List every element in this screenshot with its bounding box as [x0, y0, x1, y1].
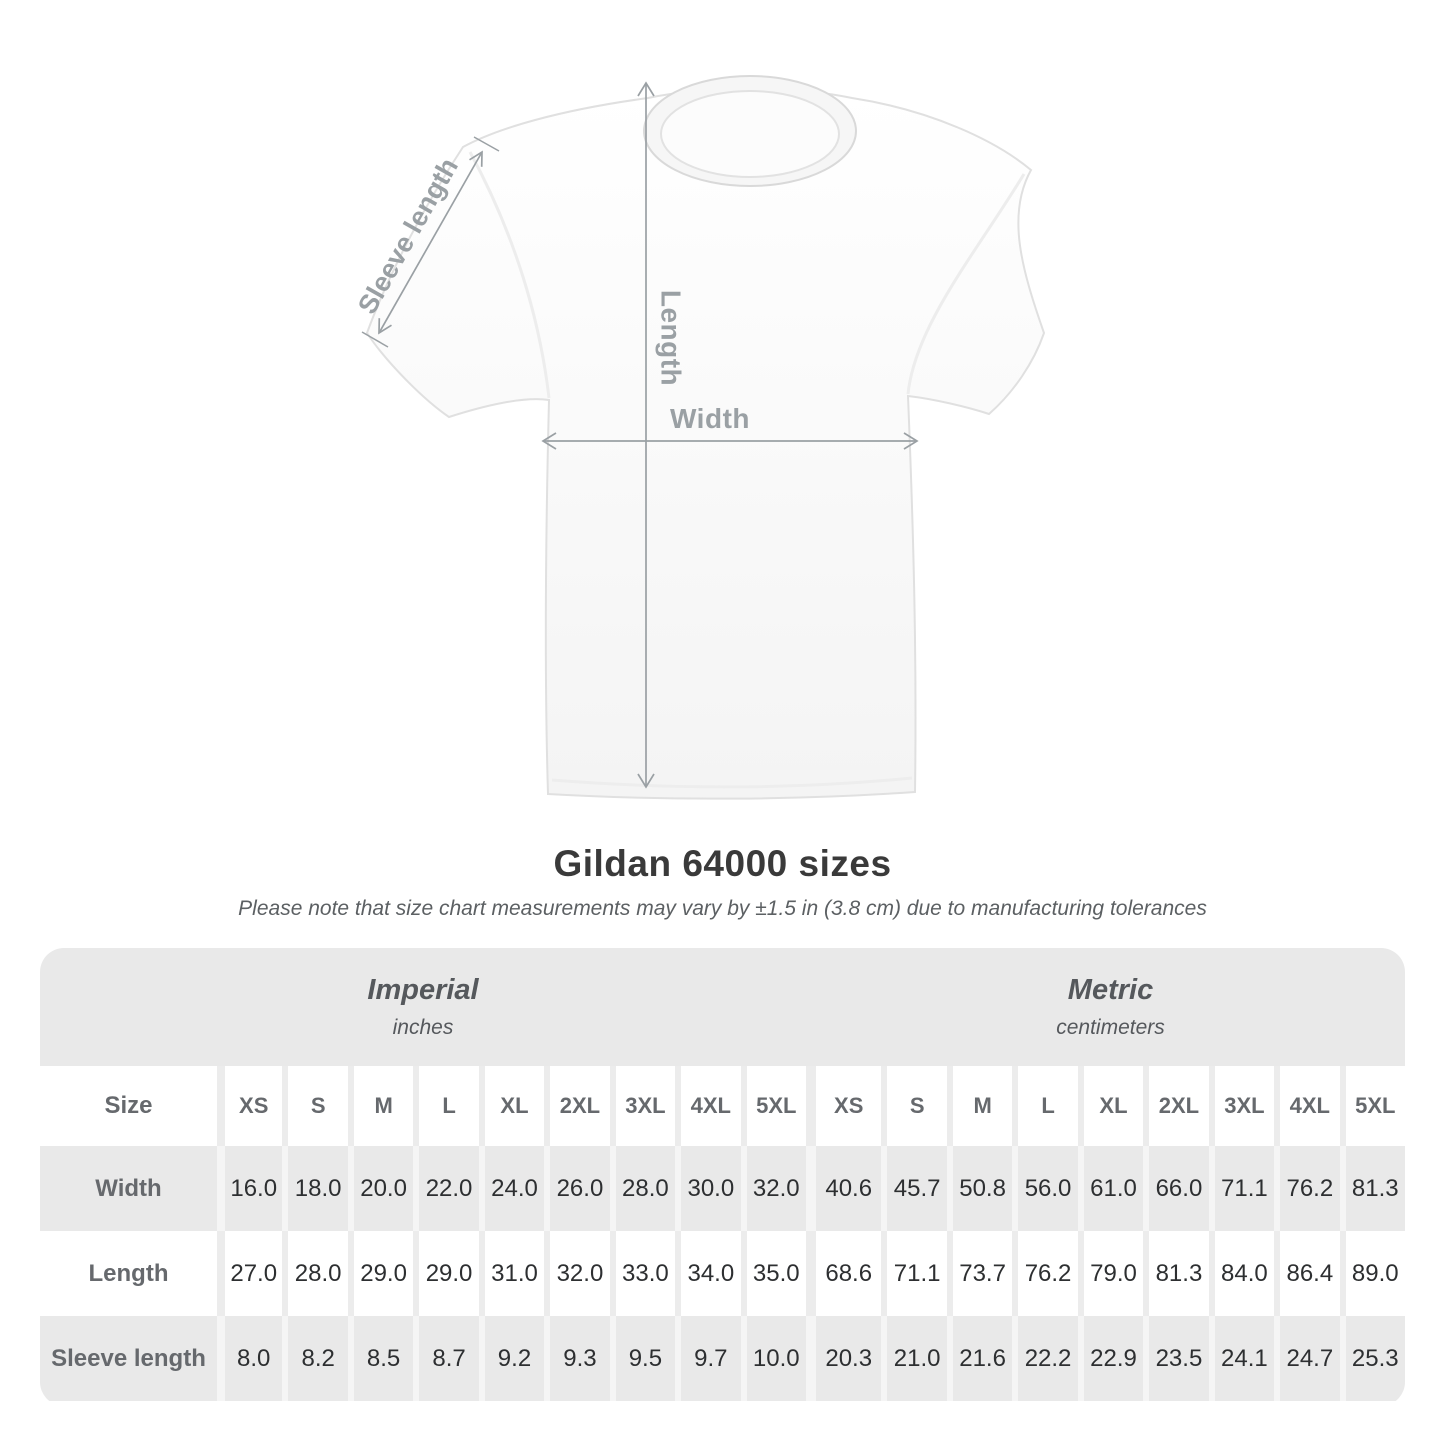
value-cell: 34.0 — [675, 1231, 740, 1316]
value-cell: 56.0 — [1012, 1146, 1077, 1231]
value-cell: 35.0 — [741, 1231, 806, 1316]
size-col-header: 2XL — [544, 1066, 609, 1146]
value-cell: 40.6 — [825, 1174, 873, 1202]
value-cell: 18.0 — [282, 1146, 347, 1231]
value-cell: 21.0 — [881, 1316, 946, 1401]
value-cell: 29.0 — [348, 1231, 413, 1316]
size-col-header: 5XL — [1340, 1066, 1405, 1146]
value-cell: 68.6 — [825, 1259, 873, 1287]
size-col-header: XS — [834, 1093, 864, 1118]
row-label: Width — [95, 1174, 162, 1202]
value-cell: 45.7 — [881, 1146, 946, 1231]
value-cell: 8.7 — [413, 1316, 478, 1401]
value-cell: 79.0 — [1078, 1231, 1143, 1316]
sleeve-length-label: Sleeve length — [351, 152, 465, 320]
size-col-header: XS — [217, 1066, 282, 1146]
imperial-metric-divider — [806, 1146, 816, 1231]
value-cell: 81.3 — [1143, 1231, 1208, 1316]
value-cell: 27.0 — [217, 1231, 282, 1316]
imperial-metric-divider — [806, 1066, 816, 1146]
value-cell: 86.4 — [1274, 1231, 1339, 1316]
value-cell: 30.0 — [675, 1146, 740, 1231]
value-cell: 16.0 — [217, 1146, 282, 1231]
size-col-header: 4XL — [1274, 1066, 1339, 1146]
value-cell: 28.0 — [282, 1231, 347, 1316]
value-cell: 33.0 — [610, 1231, 675, 1316]
value-cell: 8.2 — [282, 1316, 347, 1401]
tshirt-image — [367, 76, 1044, 799]
value-cell: 31.0 — [479, 1231, 544, 1316]
value-cell: 8.0 — [217, 1316, 282, 1401]
size-header-row — [40, 1066, 1405, 1146]
value-cell: 24.0 — [479, 1146, 544, 1231]
size-col-header: 4XL — [675, 1066, 740, 1146]
value-cell: 61.0 — [1078, 1146, 1143, 1231]
measurement-row — [40, 1231, 1405, 1316]
size-table — [40, 948, 1405, 1406]
value-cell: 50.8 — [947, 1146, 1012, 1231]
size-col-header: M — [348, 1066, 413, 1146]
value-cell: 76.2 — [1012, 1231, 1077, 1316]
value-cell: 89.0 — [1340, 1231, 1405, 1316]
value-cell: 20.0 — [348, 1146, 413, 1231]
size-col-header: S — [282, 1066, 347, 1146]
collar-inner — [661, 91, 839, 177]
value-cell: 81.3 — [1340, 1146, 1405, 1231]
value-cell: 32.0 — [741, 1146, 806, 1231]
metric-label: Metric — [1067, 974, 1154, 1006]
value-cell: 22.0 — [413, 1146, 478, 1231]
value-cell: 25.3 — [1340, 1316, 1405, 1401]
size-col-header: 3XL — [610, 1066, 675, 1146]
size-col-header: 5XL — [741, 1066, 806, 1146]
value-cell: 24.1 — [1209, 1316, 1274, 1401]
row-label: Sleeve length — [51, 1344, 206, 1372]
value-cell: 9.5 — [610, 1316, 675, 1401]
length-label: Length — [655, 289, 687, 387]
imperial-label: Imperial — [367, 974, 479, 1006]
metric-header — [816, 974, 1405, 1040]
imperial-metric-divider — [806, 1231, 816, 1316]
size-col-header: L — [413, 1066, 478, 1146]
value-cell: 84.0 — [1209, 1231, 1274, 1316]
measurement-row — [40, 1316, 1405, 1401]
value-cell: 32.0 — [544, 1231, 609, 1316]
value-cell: 22.9 — [1078, 1316, 1143, 1401]
value-cell: 24.7 — [1274, 1316, 1339, 1401]
size-col-header: M — [947, 1066, 1012, 1146]
metric-unit: centimeters — [1056, 1016, 1165, 1039]
value-cell: 20.3 — [825, 1344, 873, 1372]
width-label: Width — [670, 403, 750, 434]
value-cell: 71.1 — [1209, 1146, 1274, 1231]
tshirt-figure — [330, 55, 1100, 815]
value-cell: 28.0 — [610, 1146, 675, 1231]
value-cell: 29.0 — [413, 1231, 478, 1316]
value-cell: 23.5 — [1143, 1316, 1208, 1401]
size-col-header: 2XL — [1143, 1066, 1208, 1146]
size-col-header: 3XL — [1209, 1066, 1274, 1146]
value-cell: 10.0 — [741, 1316, 806, 1401]
row-label: Length — [88, 1259, 169, 1287]
value-cell: 9.2 — [479, 1316, 544, 1401]
value-cell: 26.0 — [544, 1146, 609, 1231]
value-cell: 21.6 — [947, 1316, 1012, 1401]
imperial-unit: inches — [392, 1016, 454, 1039]
size-col-header: L — [1012, 1066, 1077, 1146]
page-title: Gildan 64000 sizes — [553, 843, 892, 884]
corner-label: Size — [104, 1092, 153, 1119]
measurement-row — [40, 1146, 1405, 1231]
size-col-header: XL — [479, 1066, 544, 1146]
imperial-header — [40, 974, 806, 1040]
value-cell: 76.2 — [1274, 1146, 1339, 1231]
value-cell: 71.1 — [881, 1231, 946, 1316]
tolerance-note: Please note that size chart measurements may vary by ±1.5 in (3.8 cm) due to manufacturing tolerances — [238, 897, 1207, 920]
size-col-header: S — [881, 1066, 946, 1146]
size-col-header: XL — [1078, 1066, 1143, 1146]
value-cell: 66.0 — [1143, 1146, 1208, 1231]
value-cell: 9.7 — [675, 1316, 740, 1401]
value-cell: 9.3 — [544, 1316, 609, 1401]
imperial-metric-divider — [806, 1316, 816, 1401]
unit-header-row — [40, 948, 1405, 1066]
value-cell: 8.5 — [348, 1316, 413, 1401]
value-cell: 73.7 — [947, 1231, 1012, 1316]
value-cell: 22.2 — [1012, 1316, 1077, 1401]
